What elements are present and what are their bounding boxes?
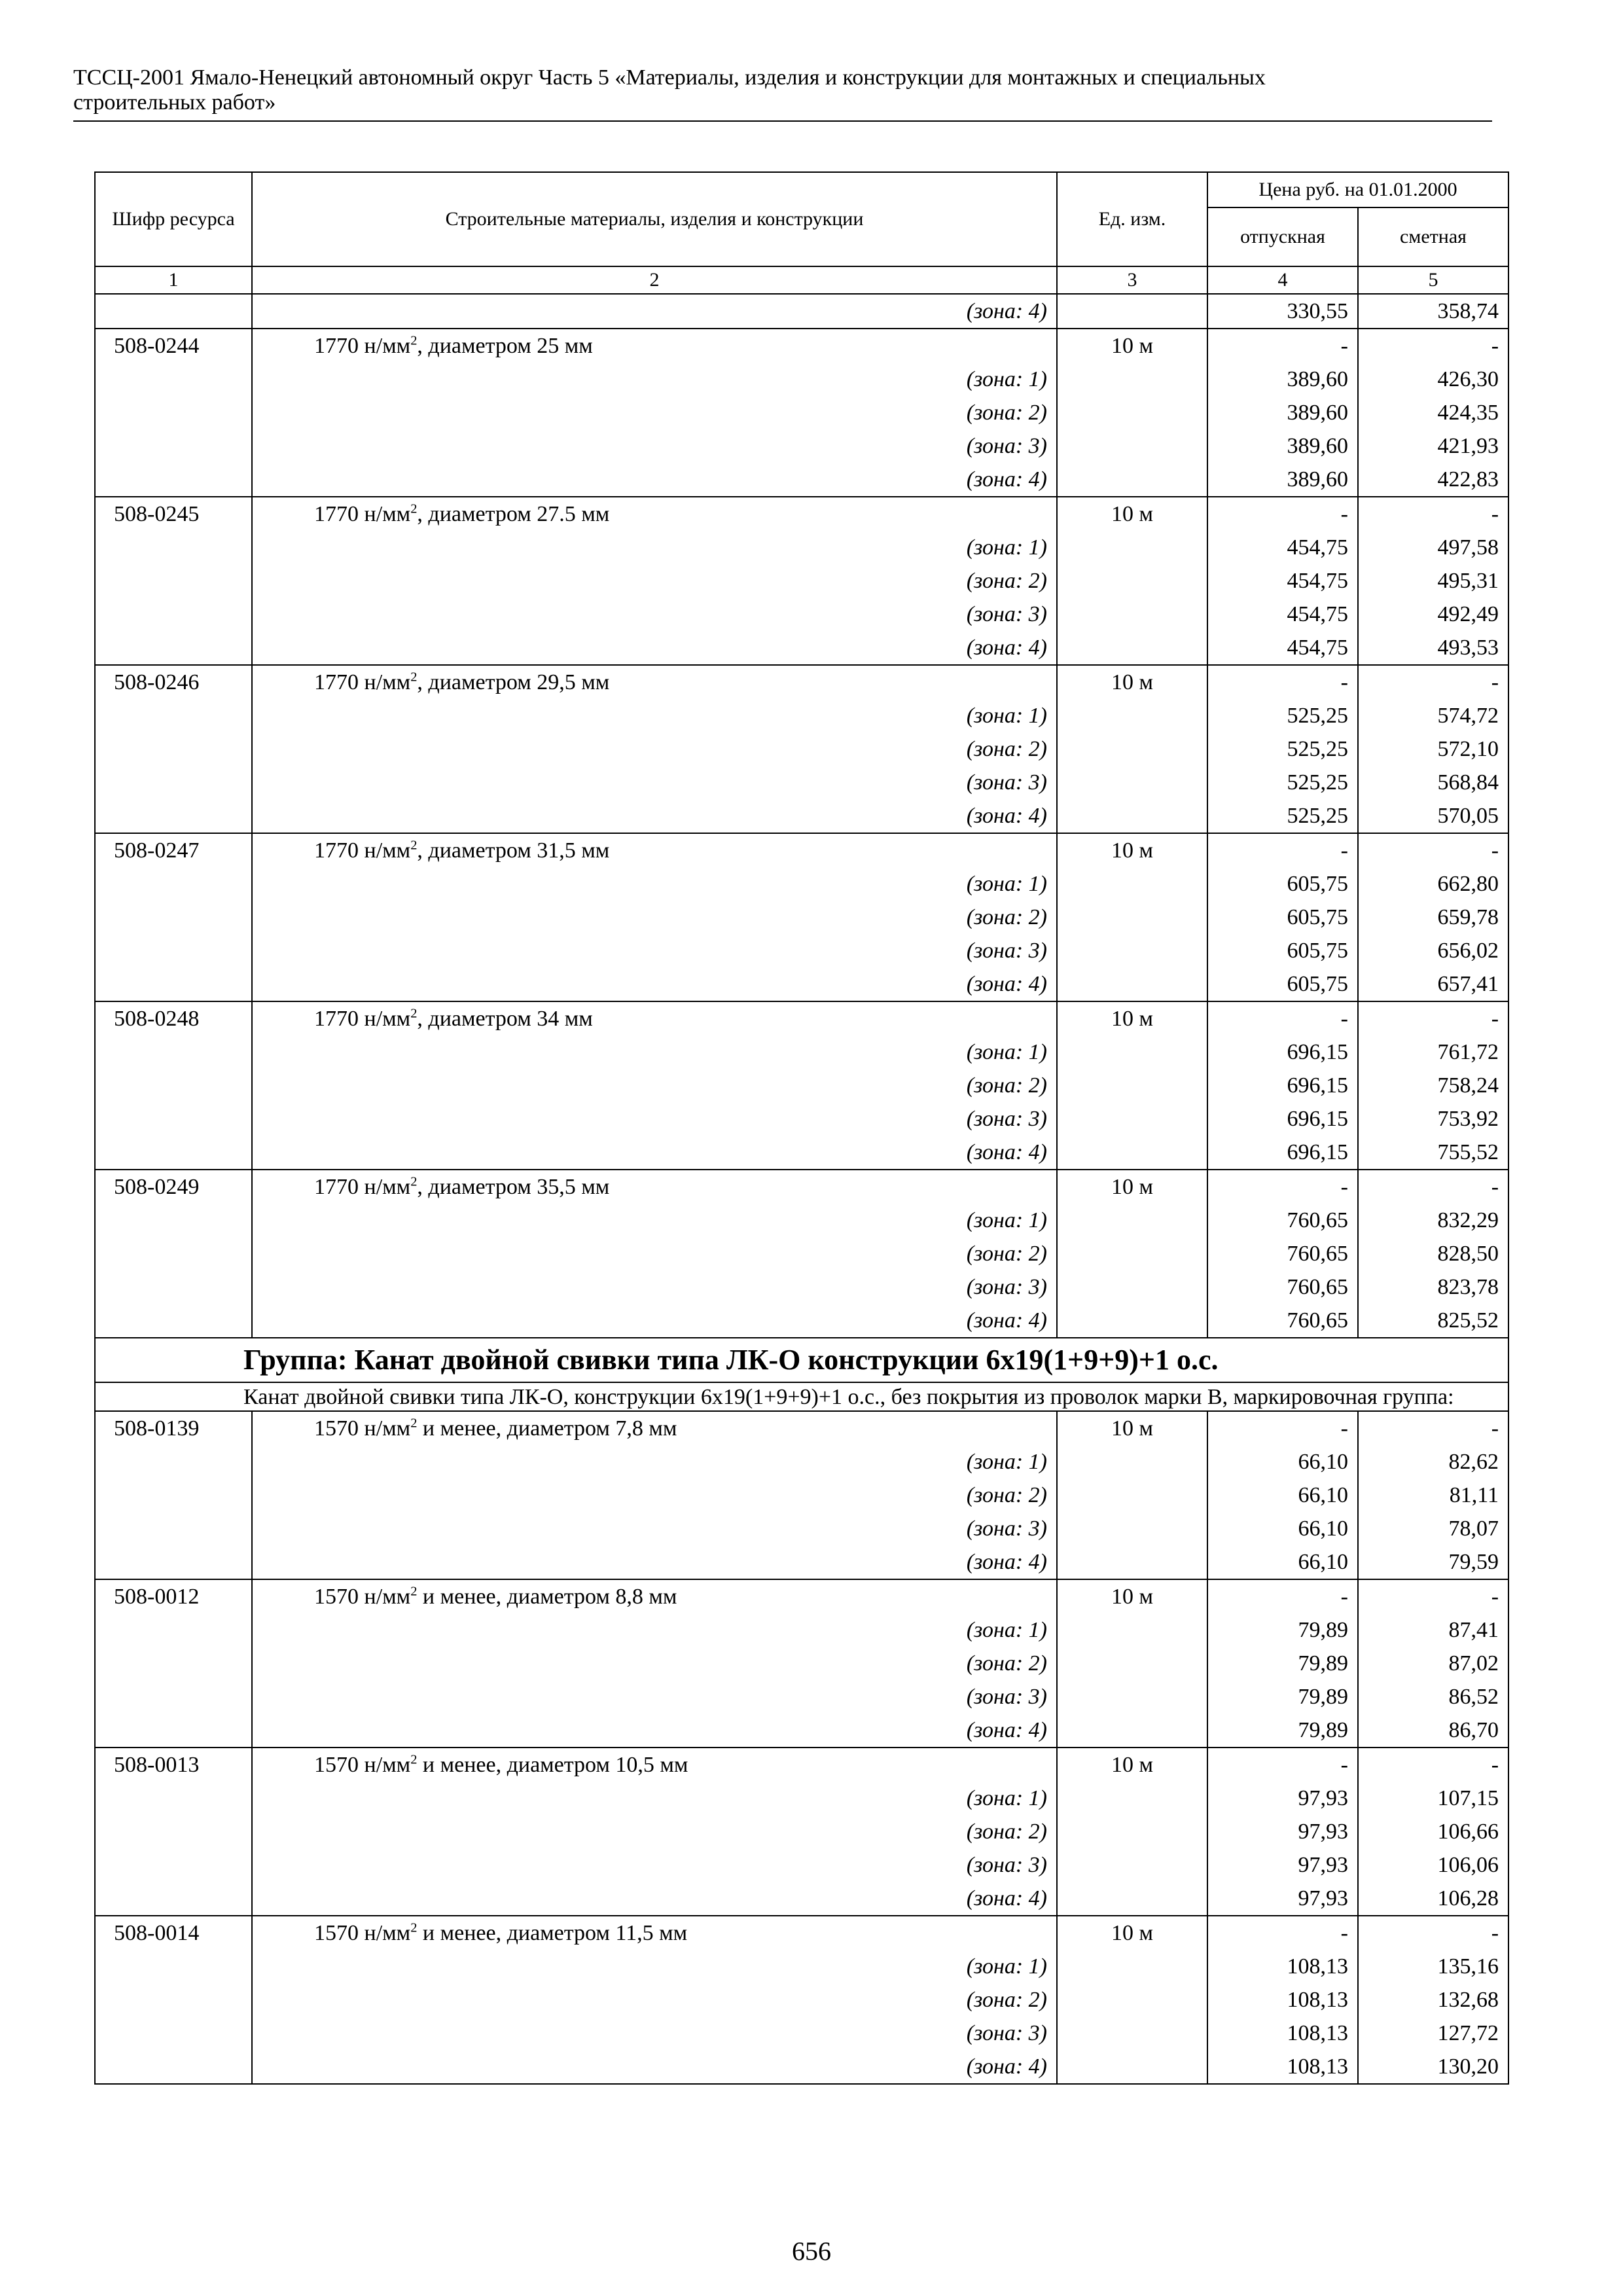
release-price: 696,15 <box>1287 1040 1348 1064</box>
continuation-code-cell <box>95 294 252 329</box>
release-price: 525,25 <box>1287 704 1348 728</box>
release-price: - <box>1340 670 1348 694</box>
release-price-cell <box>1207 1170 1358 1338</box>
estimate-price: 753,92 <box>1437 1107 1499 1131</box>
estimate-price: 424,35 <box>1437 401 1499 425</box>
page-number: 656 <box>792 2236 831 2266</box>
estimate-price: - <box>1491 1175 1499 1199</box>
estimate-price: 82,62 <box>1448 1450 1499 1474</box>
estimate-price-cell <box>1358 497 1508 665</box>
zone-label: (зона: 4) <box>252 294 1057 329</box>
zone-label: (зона: 2) <box>966 1651 1047 1676</box>
resource-name-cell <box>252 833 1057 1001</box>
estimate-price-cell <box>1358 833 1508 1001</box>
name-superscript: 2 <box>410 501 418 516</box>
header-unit: Ед. изм. <box>1057 172 1207 266</box>
zone-label: (зона: 3) <box>966 1685 1047 1709</box>
zone-label: (зона: 2) <box>966 569 1047 593</box>
resource-name <box>262 1916 1047 1950</box>
resource-name-cell <box>252 1579 1057 1748</box>
release-price: 108,13 <box>1287 1988 1348 2012</box>
estimate-price: 426,30 <box>1437 367 1499 391</box>
release-price: 605,75 <box>1287 972 1348 996</box>
resource-row <box>95 1001 1508 1170</box>
release-price: 389,60 <box>1287 467 1348 492</box>
zone-label: (зона: 3) <box>966 1853 1047 1877</box>
unit-text: 10 м <box>1111 502 1153 526</box>
name-text: 1770 н/мм <box>314 1175 411 1199</box>
zone-label: (зона: 2) <box>966 1820 1047 1844</box>
estimate-price: 823,78 <box>1437 1275 1499 1299</box>
estimate-price: 86,52 <box>1448 1685 1499 1709</box>
release-price: 66,10 <box>1298 1550 1348 1574</box>
release-price-cell <box>1207 1001 1358 1170</box>
column-number-row <box>95 266 1508 294</box>
resource-row <box>95 497 1508 665</box>
header-line-1: ТССЦ-2001 Ямало-Ненецкий автономный округ Часть 5 «Материалы, изделия и конструкции для монтажных и специальных <box>73 65 1266 90</box>
name-superscript: 2 <box>410 1920 418 1935</box>
release-price-cell <box>1207 1748 1358 1916</box>
column-number: 5 <box>1358 266 1508 294</box>
header-price: Цена руб. на 01.01.2000 <box>1207 172 1508 207</box>
estimate-price: 86,70 <box>1448 1718 1499 1742</box>
estimate-price-cell <box>1358 665 1508 833</box>
resource-unit <box>1057 497 1207 665</box>
estimate-price: 662,80 <box>1437 872 1499 896</box>
release-price: 389,60 <box>1287 367 1348 391</box>
release-price: 760,65 <box>1287 1275 1348 1299</box>
zone-label: (зона: 2) <box>966 1483 1047 1507</box>
estimate-price: 135,16 <box>1437 1954 1499 1979</box>
resource-unit <box>1057 1411 1207 1579</box>
estimate-price: 87,41 <box>1448 1618 1499 1642</box>
unit-text: 10 м <box>1111 1007 1153 1031</box>
release-price: 454,75 <box>1287 636 1348 660</box>
release-price: 389,60 <box>1287 401 1348 425</box>
resource-code: 508-0013 <box>95 1748 252 1916</box>
estimate-price-cell <box>1358 329 1508 497</box>
estimate-price: 106,28 <box>1437 1886 1499 1910</box>
unit-text: 10 м <box>1111 1921 1153 1945</box>
zone-label: (зона: 4) <box>966 804 1047 828</box>
estimate-price: 79,59 <box>1448 1550 1499 1574</box>
header-release: отпускная <box>1207 207 1358 266</box>
estimate-price-cell <box>1358 1170 1508 1338</box>
resource-unit <box>1057 665 1207 833</box>
resource-row <box>95 833 1508 1001</box>
zone-label: (зона: 3) <box>966 1516 1047 1541</box>
release-price-cell <box>1207 497 1358 665</box>
estimate-price: 755,52 <box>1437 1140 1499 1164</box>
unit-text: 10 м <box>1111 838 1153 863</box>
zone-label: (зона: 3) <box>966 434 1047 458</box>
estimate-price: - <box>1491 838 1499 863</box>
group-description-row <box>95 1382 1508 1411</box>
zone-label: (зона: 4) <box>966 467 1047 492</box>
release-price: 605,75 <box>1287 905 1348 929</box>
header-estimate: сметная <box>1358 207 1508 266</box>
name-superscript: 2 <box>410 1006 418 1021</box>
estimate-price: 130,20 <box>1437 2054 1499 2079</box>
column-number: 2 <box>252 266 1057 294</box>
zone-label: (зона: 4) <box>966 2054 1047 2079</box>
resource-row <box>95 1411 1508 1579</box>
column-number: 1 <box>95 266 252 294</box>
release-price: 525,25 <box>1287 804 1348 828</box>
zone-label: (зона: 2) <box>966 905 1047 929</box>
resource-code: 508-0249 <box>95 1170 252 1338</box>
estimate-price-cell <box>1358 1001 1508 1170</box>
header-code: Шифр ресурса <box>95 172 252 266</box>
estimate-price: 493,53 <box>1437 636 1499 660</box>
continuation-row <box>95 294 1508 329</box>
zone-label: (зона: 1) <box>966 1040 1047 1064</box>
release-price-cell <box>1207 1579 1358 1748</box>
zone-label: (зона: 3) <box>966 2021 1047 2045</box>
resource-code: 508-0244 <box>95 329 252 497</box>
release-price: 696,15 <box>1287 1107 1348 1131</box>
resource-row <box>95 1170 1508 1338</box>
zone-label: (зона: 1) <box>966 1786 1047 1810</box>
release-price: 97,93 <box>1298 1786 1348 1810</box>
release-price-cell <box>1207 665 1358 833</box>
release-price: 108,13 <box>1287 1954 1348 1979</box>
estimate-price: 358,74 <box>1358 294 1508 329</box>
zone-label: (зона: 1) <box>966 1618 1047 1642</box>
zone-label: (зона: 2) <box>966 401 1047 425</box>
release-price: 760,65 <box>1287 1208 1348 1232</box>
zone-label: (зона: 4) <box>966 972 1047 996</box>
resource-unit <box>1057 329 1207 497</box>
release-price: 330,55 <box>1207 294 1358 329</box>
zone-label: (зона: 4) <box>966 636 1047 660</box>
resource-name-cell <box>252 1170 1057 1338</box>
release-price: - <box>1340 502 1348 526</box>
release-price: 97,93 <box>1298 1886 1348 1910</box>
resource-name <box>262 1748 1047 1782</box>
release-price: 79,89 <box>1298 1685 1348 1709</box>
resource-unit <box>1057 1170 1207 1338</box>
estimate-price: 828,50 <box>1437 1242 1499 1266</box>
group-title: Группа: Канат двойной свивки типа ЛК-О конструкции 6х19(1+9+9)+1 о.с. <box>95 1338 1508 1382</box>
unit-text: 10 м <box>1111 1585 1153 1609</box>
name-superscript: 2 <box>410 1174 418 1189</box>
zone-label: (зона: 3) <box>966 1275 1047 1299</box>
resource-row <box>95 1579 1508 1748</box>
release-price: - <box>1340 1585 1348 1609</box>
estimate-price: - <box>1491 334 1499 358</box>
resource-row <box>95 1748 1508 1916</box>
name-superscript: 2 <box>410 333 418 348</box>
zone-label: (зона: 2) <box>966 1073 1047 1098</box>
resource-code: 508-0248 <box>95 1001 252 1170</box>
name-text: 1770 н/мм <box>314 334 411 358</box>
release-price-cell <box>1207 1916 1358 2084</box>
name-tail: и менее, диаметром 8,8 мм <box>417 1585 677 1609</box>
resource-code: 508-0014 <box>95 1916 252 2084</box>
resource-name <box>262 1580 1047 1613</box>
unit-text: 10 м <box>1111 334 1153 358</box>
zone-label: (зона: 1) <box>966 1954 1047 1979</box>
release-price: - <box>1340 334 1348 358</box>
estimate-price: 495,31 <box>1437 569 1499 593</box>
estimate-price: 568,84 <box>1437 770 1499 795</box>
release-price: 454,75 <box>1287 602 1348 626</box>
name-text: 1570 н/мм <box>314 1921 411 1945</box>
unit-text: 10 м <box>1111 1753 1153 1777</box>
release-price: 108,13 <box>1287 2054 1348 2079</box>
resource-name-cell <box>252 1001 1057 1170</box>
estimate-price: 132,68 <box>1437 1988 1499 2012</box>
estimate-price: 127,72 <box>1437 2021 1499 2045</box>
zone-label: (зона: 1) <box>966 1208 1047 1232</box>
name-superscript: 2 <box>410 1584 418 1599</box>
zone-label: (зона: 2) <box>966 1242 1047 1266</box>
estimate-price: 492,49 <box>1437 602 1499 626</box>
release-price: 66,10 <box>1298 1450 1348 1474</box>
zone-label: (зона: 4) <box>966 1886 1047 1910</box>
resource-code: 508-0139 <box>95 1411 252 1579</box>
zone-label: (зона: 4) <box>966 1550 1047 1574</box>
name-text: 1770 н/мм <box>314 1007 411 1031</box>
zone-label: (зона: 1) <box>966 367 1047 391</box>
table-header-row <box>95 172 1508 207</box>
estimate-price: 78,07 <box>1448 1516 1499 1541</box>
zone-label: (зона: 3) <box>966 939 1047 963</box>
release-price: - <box>1340 1175 1348 1199</box>
resource-code: 508-0247 <box>95 833 252 1001</box>
name-tail: и менее, диаметром 10,5 мм <box>417 1753 688 1777</box>
zone-label: (зона: 1) <box>966 704 1047 728</box>
name-text: 1570 н/мм <box>314 1753 411 1777</box>
release-price: - <box>1340 1007 1348 1031</box>
estimate-price: 422,83 <box>1437 467 1499 492</box>
release-price: 79,89 <box>1298 1651 1348 1676</box>
group-description: Канат двойной свивки типа ЛК-О, конструкции 6х19(1+9+9)+1 о.с., без покрытия из проволок марки В, маркировочная группа: <box>95 1382 1508 1411</box>
document-header <box>73 65 1487 115</box>
release-price: 696,15 <box>1287 1140 1348 1164</box>
release-price: 454,75 <box>1287 535 1348 560</box>
release-price: 525,25 <box>1287 770 1348 795</box>
estimate-price-cell <box>1358 1916 1508 2084</box>
release-price: 454,75 <box>1287 569 1348 593</box>
resource-name <box>262 666 1047 699</box>
release-price-cell <box>1207 329 1358 497</box>
estimate-price: 825,52 <box>1437 1308 1499 1333</box>
estimate-price: 572,10 <box>1437 737 1499 761</box>
estimate-price-cell <box>1358 1579 1508 1748</box>
unit-text: 10 м <box>1111 670 1153 694</box>
name-tail: , диаметром 35,5 мм <box>417 1175 610 1199</box>
name-tail: и менее, диаметром 7,8 мм <box>417 1416 677 1441</box>
estimate-price: 570,05 <box>1437 804 1499 828</box>
name-text: 1770 н/мм <box>314 838 411 863</box>
header-name: Строительные материалы, изделия и конструкции <box>252 172 1057 266</box>
release-price: 66,10 <box>1298 1516 1348 1541</box>
resource-code: 508-0012 <box>95 1579 252 1748</box>
release-price: 97,93 <box>1298 1820 1348 1844</box>
name-text: 1570 н/мм <box>314 1416 411 1441</box>
name-tail: , диаметром 29,5 мм <box>417 670 610 694</box>
estimate-price: 761,72 <box>1437 1040 1499 1064</box>
release-price: 108,13 <box>1287 2021 1348 2045</box>
estimate-price-cell <box>1358 1748 1508 1916</box>
name-tail: , диаметром 34 мм <box>417 1007 593 1031</box>
resource-name <box>262 1412 1047 1445</box>
zone-label: (зона: 4) <box>966 1308 1047 1333</box>
name-text: 1570 н/мм <box>314 1585 411 1609</box>
resource-name-cell <box>252 497 1057 665</box>
estimate-price: 758,24 <box>1437 1073 1499 1098</box>
header-divider <box>73 120 1492 122</box>
release-price: - <box>1340 1921 1348 1945</box>
resource-unit <box>1057 1748 1207 1916</box>
name-tail: , диаметром 27.5 мм <box>417 502 610 526</box>
resource-unit <box>1057 833 1207 1001</box>
release-price: 696,15 <box>1287 1073 1348 1098</box>
continuation-unit-cell <box>1057 294 1207 329</box>
estimate-price: - <box>1491 1921 1499 1945</box>
estimate-price: - <box>1491 1753 1499 1777</box>
release-price: - <box>1340 838 1348 863</box>
resource-name <box>262 497 1047 531</box>
name-text: 1770 н/мм <box>314 670 411 694</box>
resource-name <box>262 834 1047 867</box>
name-superscript: 2 <box>410 670 418 685</box>
name-text: 1770 н/мм <box>314 502 411 526</box>
release-price: - <box>1340 1753 1348 1777</box>
resource-unit <box>1057 1916 1207 2084</box>
estimate-price: - <box>1491 1416 1499 1441</box>
name-superscript: 2 <box>410 1752 418 1767</box>
estimate-price: 106,06 <box>1437 1853 1499 1877</box>
release-price: 605,75 <box>1287 939 1348 963</box>
name-superscript: 2 <box>410 838 418 853</box>
release-price: 79,89 <box>1298 1618 1348 1642</box>
release-price-cell <box>1207 833 1358 1001</box>
name-tail: , диаметром 31,5 мм <box>417 838 610 863</box>
zone-label: (зона: 3) <box>966 1107 1047 1131</box>
release-price: - <box>1340 1416 1348 1441</box>
zone-label: (зона: 1) <box>966 1450 1047 1474</box>
name-superscript: 2 <box>410 1416 418 1431</box>
resource-row <box>95 1916 1508 2084</box>
estimate-price: 574,72 <box>1437 704 1499 728</box>
header-line-2: строительных работ» <box>73 90 276 115</box>
estimate-price-cell <box>1358 1411 1508 1579</box>
resource-name-cell <box>252 1916 1057 2084</box>
release-price: 79,89 <box>1298 1718 1348 1742</box>
resource-name <box>262 1002 1047 1035</box>
estimate-price: 497,58 <box>1437 535 1499 560</box>
zone-label: (зона: 3) <box>966 770 1047 795</box>
name-tail: и менее, диаметром 11,5 мм <box>417 1921 688 1945</box>
zone-label: (зона: 4) <box>966 1140 1047 1164</box>
release-price: 760,65 <box>1287 1242 1348 1266</box>
zone-label: (зона: 4) <box>966 1718 1047 1742</box>
release-price: 97,93 <box>1298 1853 1348 1877</box>
column-number: 3 <box>1057 266 1207 294</box>
zone-label: (зона: 2) <box>966 737 1047 761</box>
estimate-price: 106,66 <box>1437 1820 1499 1844</box>
estimate-price: 81,11 <box>1449 1483 1499 1507</box>
release-price-cell <box>1207 1411 1358 1579</box>
resource-name-cell <box>252 665 1057 833</box>
resource-row <box>95 665 1508 833</box>
estimate-price: - <box>1491 670 1499 694</box>
resource-row <box>95 329 1508 497</box>
release-price: 525,25 <box>1287 737 1348 761</box>
estimate-price: 656,02 <box>1437 939 1499 963</box>
resource-name-cell <box>252 1411 1057 1579</box>
name-tail: , диаметром 25 мм <box>417 334 593 358</box>
estimate-price: 87,02 <box>1448 1651 1499 1676</box>
estimate-price: 107,15 <box>1437 1786 1499 1810</box>
unit-text: 10 м <box>1111 1416 1153 1441</box>
estimate-price: - <box>1491 1007 1499 1031</box>
resource-unit <box>1057 1001 1207 1170</box>
zone-label: (зона: 3) <box>966 602 1047 626</box>
release-price: 605,75 <box>1287 872 1348 896</box>
zone-label: (зона: 2) <box>966 1988 1047 2012</box>
zone-label: (зона: 1) <box>966 872 1047 896</box>
estimate-price: 421,93 <box>1437 434 1499 458</box>
zone-label: (зона: 1) <box>966 535 1047 560</box>
release-price: 389,60 <box>1287 434 1348 458</box>
resource-code: 508-0245 <box>95 497 252 665</box>
resource-name <box>262 329 1047 363</box>
estimate-price: - <box>1491 1585 1499 1609</box>
release-price: 760,65 <box>1287 1308 1348 1333</box>
resource-name <box>262 1170 1047 1204</box>
release-price: 66,10 <box>1298 1483 1348 1507</box>
estimate-price: 832,29 <box>1437 1208 1499 1232</box>
unit-text: 10 м <box>1111 1175 1153 1199</box>
resource-name-cell <box>252 1748 1057 1916</box>
column-number: 4 <box>1207 266 1358 294</box>
estimate-price: - <box>1491 502 1499 526</box>
estimate-price: 657,41 <box>1437 972 1499 996</box>
resource-unit <box>1057 1579 1207 1748</box>
resource-code: 508-0246 <box>95 665 252 833</box>
resource-name-cell <box>252 329 1057 497</box>
price-table <box>94 171 1509 2085</box>
group-title-row <box>95 1338 1508 1382</box>
estimate-price: 659,78 <box>1437 905 1499 929</box>
